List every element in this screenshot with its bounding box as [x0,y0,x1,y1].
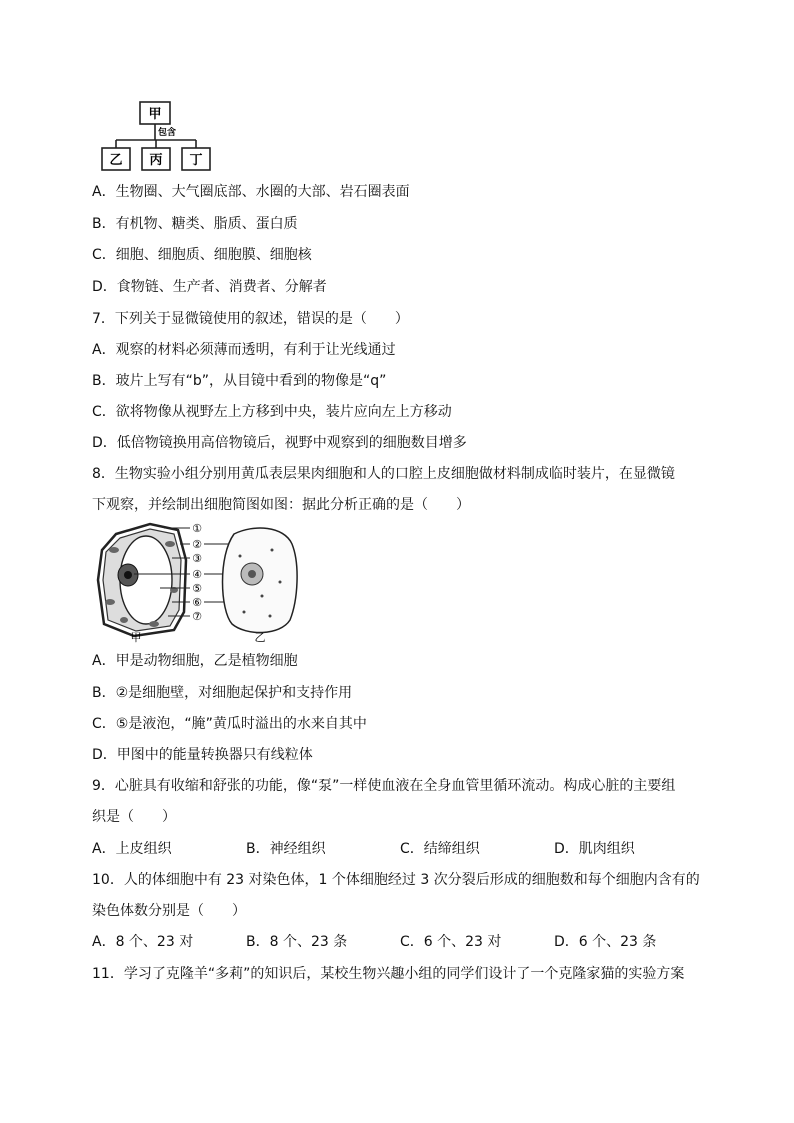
q8-stem-line1: 8．生物实验小组分别用黄瓜表层果肉细胞和人的口腔上皮细胞做材料制成临时装片，在显微镜 [92,466,675,482]
cell-part-label: ② [192,538,202,551]
cell-part-label: ⑦ [192,610,202,623]
cell-part-label: ⑤ [192,582,202,595]
q9-option-c: C．结缔组织 [400,841,480,857]
containment-diagram [96,96,220,174]
q6-option-c: C．细胞、细胞质、细胞膜、细胞核 [92,247,312,263]
diagram-connector-label: 包含 [157,128,177,138]
plant-cell [98,524,186,636]
q6-option-a: A．生物圈、大气圈底部、水圈的大部、岩石圈表面 [92,184,410,200]
q10-option-d: D．6 个、23 条 [554,934,657,950]
q10-option-a: A．8 个、23 对 [92,934,194,950]
q10-stem-line1: 10．人的体细胞中有 23 对染色体，1 个体细胞经过 3 次分裂后形成的细胞数和每个细胞内含有的 [92,872,700,888]
q8-option-d: D．甲图中的能量转换器只有线粒体 [92,747,313,763]
q10-option-c: C．6 个、23 对 [400,934,502,950]
cell-diagram [94,520,304,644]
q7-option-d: D．低倍物镜换用高倍物镜后，视野中观察到的细胞数目增多 [92,435,467,451]
diagram-child-label: 丙 [149,153,163,168]
q10-stem-line2: 染色体数分别是（ ） [92,903,246,919]
cell-part-label: ① [192,522,202,535]
animal-cell [223,528,298,633]
q9-option-a: A．上皮组织 [92,841,172,857]
q8-option-b: B．②是细胞壁，对细胞起保护和支持作用 [92,685,353,701]
q9-stem-line1: 9．心脏具有收缩和舒张的功能，像“泵”一样使血液在全身血管里循环流动。构成心脏的主要组 [92,778,676,794]
plant-cell-caption: 甲 [130,631,142,644]
q8-stem-line2: 下观察，并绘制出细胞简图如图：据此分析正确的是（ ） [92,497,470,513]
diagram-child-label: 乙 [109,153,123,168]
q9-option-b: B．神经组织 [246,841,326,857]
animal-cell-caption: 乙 [254,631,266,644]
q8-option-c: C．⑤是液泡，“腌”黄瓜时溢出的水来自其中 [92,716,367,732]
diagram-top-label: 甲 [148,107,162,122]
q11-stem-line1: 11．学习了克隆羊“多莉”的知识后，某校生物兴趣小组的同学们设计了一个克隆家猫的实验方案 [92,966,685,982]
q9-stem-line2: 织是（ ） [92,809,176,825]
q6-option-d: D．食物链、生产者、消费者、分解者 [92,279,327,295]
q8-option-a: A．甲是动物细胞，乙是植物细胞 [92,653,298,669]
q7-option-c: C．欲将物像从视野左上方移到中央，装片应向左上方移动 [92,404,452,420]
cell-part-label: ③ [192,552,202,565]
cell-part-label: ⑥ [192,596,202,609]
cell-part-label: ④ [192,568,202,581]
q7-option-b: B．玻片上写有“b”，从目镜中看到的物像是“q” [92,373,387,389]
q10-option-b: B．8 个、23 条 [246,934,348,950]
q6-option-b: B．有机物、糖类、脂质、蛋白质 [92,216,298,232]
q7-option-a: A．观察的材料必须薄而透明，有利于让光线通过 [92,342,396,358]
diagram-child-label: 丁 [189,153,203,168]
q9-option-d: D．肌肉组织 [554,841,635,857]
q7-stem: 7．下列关于显微镜使用的叙述，错误的是（ ） [92,311,409,327]
